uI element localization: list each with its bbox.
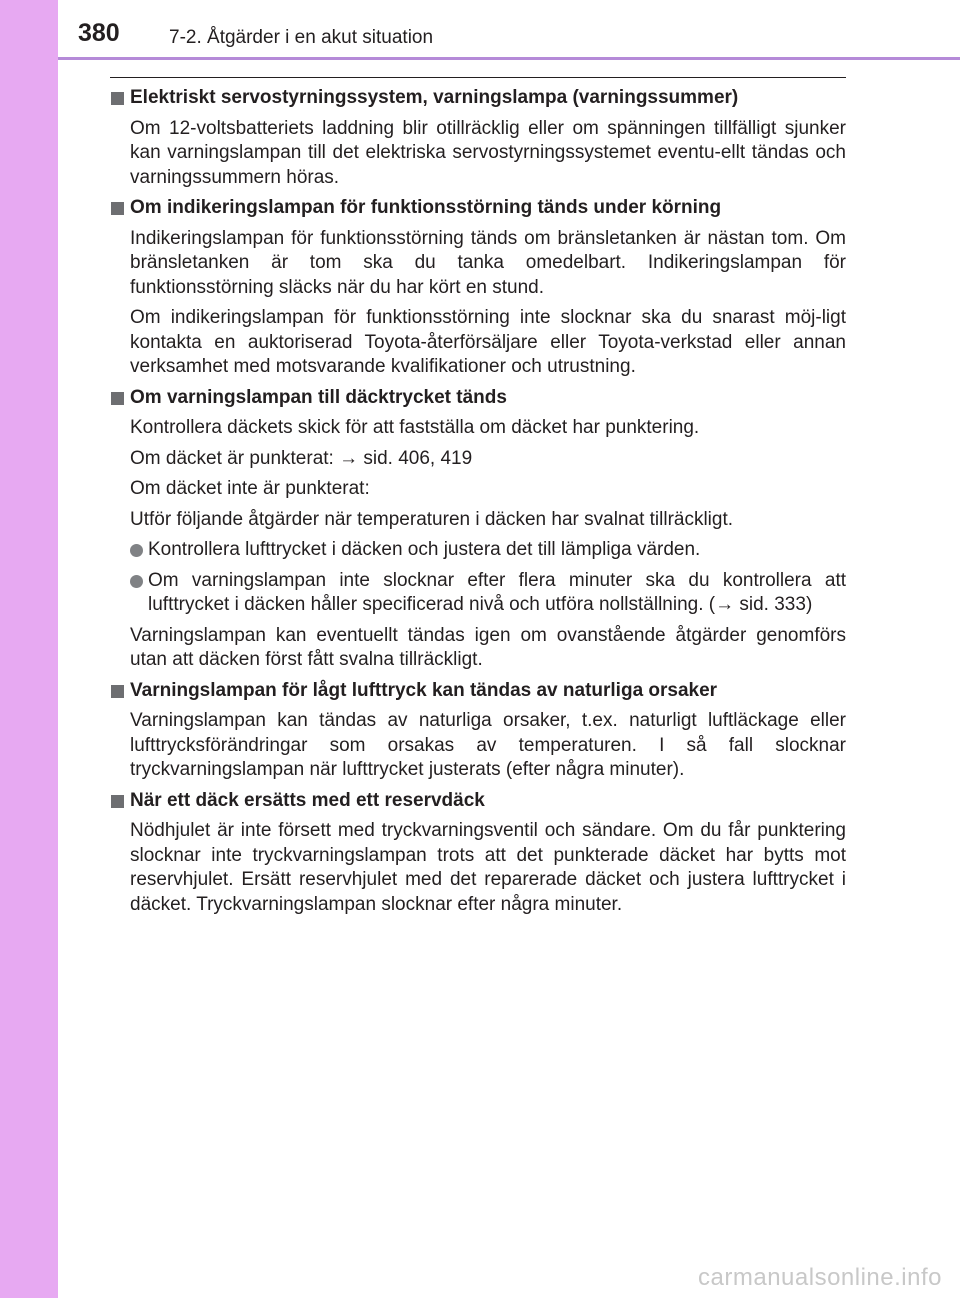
section-heading-text: Om varningslampan till däcktrycket tänds bbox=[130, 386, 507, 408]
section-heading-text: Om indikeringslampan för funktionsstörning tänds under körning bbox=[130, 197, 722, 218]
section-heading-text: Elektriskt servostyrningssystem, varningslampa (varningssummer) bbox=[130, 87, 739, 108]
footer-watermark: carmanualsonline.info bbox=[698, 1264, 942, 1291]
paragraph: Om indikeringslampan för funktionsstörning inte slocknar ska du snarast möj-ligt kontakta en auktoriserad Toyota-återförsäljare eller Toyota-verkstad eller annan verksamhet med motsvarande kvalifikationer och utrustning. bbox=[130, 307, 846, 377]
paragraph: Kontrollera däckets skick för att fastställa om däcket har punktering. bbox=[130, 417, 700, 438]
section-title: 7-2. Åtgärder i en akut situation bbox=[169, 27, 434, 48]
paragraph: Utför följande åtgärder när temperaturen i däcken har svalnat tillräckligt. bbox=[130, 508, 734, 530]
bullet-text: Om varningslampan inte slocknar efter flera minuter ska du kontrollera att lufttrycket i däcken håller specificerad nivå och utföra nollställning. (→ sid. 333) bbox=[148, 569, 846, 615]
heading-square-icon bbox=[111, 202, 124, 215]
heading-square-icon bbox=[111, 795, 124, 808]
paragraph: Indikeringslampan för funktionsstörning tänds om bränsletanken är nästan tom. Om bränsletanken är tom ska du tanka omedelbart. Indikeringslampan för funktionsstörning släcks när du har kört en stund. bbox=[130, 227, 846, 298]
bullet-dot-icon bbox=[130, 544, 143, 557]
heading-square-icon bbox=[111, 685, 124, 698]
paragraph: Varningslampan kan tändas av naturliga orsaker, t.ex. naturligt luftläckage eller lufttrycksförändringar som orsakas av temperaturen. I så fall slocknar tryckvarningslampan när lufttrycket justerats (efter några minuter). bbox=[130, 710, 846, 780]
paragraph: Om däcket inte är punkterat: bbox=[130, 478, 370, 499]
paragraph: Om 12-voltsbatteriets laddning blir otillräcklig eller om spänningen tillfälligt sjunker kan varningslampan till det elektriska servostyrningssystemet eventu-ellt tändas och varningssummern höras. bbox=[130, 117, 846, 188]
section-heading-text: Varningslampan för lågt lufttryck kan tändas av naturliga orsaker bbox=[130, 679, 718, 701]
section-heading bbox=[110, 196, 846, 221]
bullet-text: Kontrollera lufttrycket i däcken och justera det till lämpliga värden. bbox=[148, 539, 701, 560]
bullet-item bbox=[130, 538, 846, 563]
content-top-rule bbox=[110, 77, 846, 78]
paragraph: Nödhjulet är inte försett med tryckvarningsventil och sändare. Om du får punktering slocknar inte tryckvarningslampan trots att det punkterade däcket har bytts mot reservhjulet. Ersätt reservhjulet med det reparerade däcket och justera lufttrycket i däcket. Tryckvarningslampan slocknar efter några minuter. bbox=[130, 820, 846, 915]
bullet-dot-icon bbox=[130, 575, 143, 588]
section-heading bbox=[110, 679, 846, 704]
paragraph: Om däcket är punkterat: → sid. 406, 419 bbox=[130, 447, 473, 469]
heading-square-icon bbox=[111, 392, 124, 405]
heading-square-icon bbox=[111, 92, 124, 105]
section-heading-text: När ett däck ersätts med ett reservdäck bbox=[130, 789, 485, 811]
side-color-strip bbox=[0, 0, 58, 1298]
section-heading bbox=[110, 86, 846, 111]
section-heading bbox=[110, 386, 846, 411]
paragraph: Varningslampan kan eventuellt tändas igen om ovanstående åtgärder genomförs utan att däcken först fått svalna tillräckligt. bbox=[130, 624, 846, 670]
document-body bbox=[110, 86, 846, 923]
bullet-item bbox=[130, 569, 846, 618]
section-heading bbox=[110, 789, 846, 814]
header-divider bbox=[58, 57, 960, 60]
page-number: 380 bbox=[78, 19, 120, 47]
